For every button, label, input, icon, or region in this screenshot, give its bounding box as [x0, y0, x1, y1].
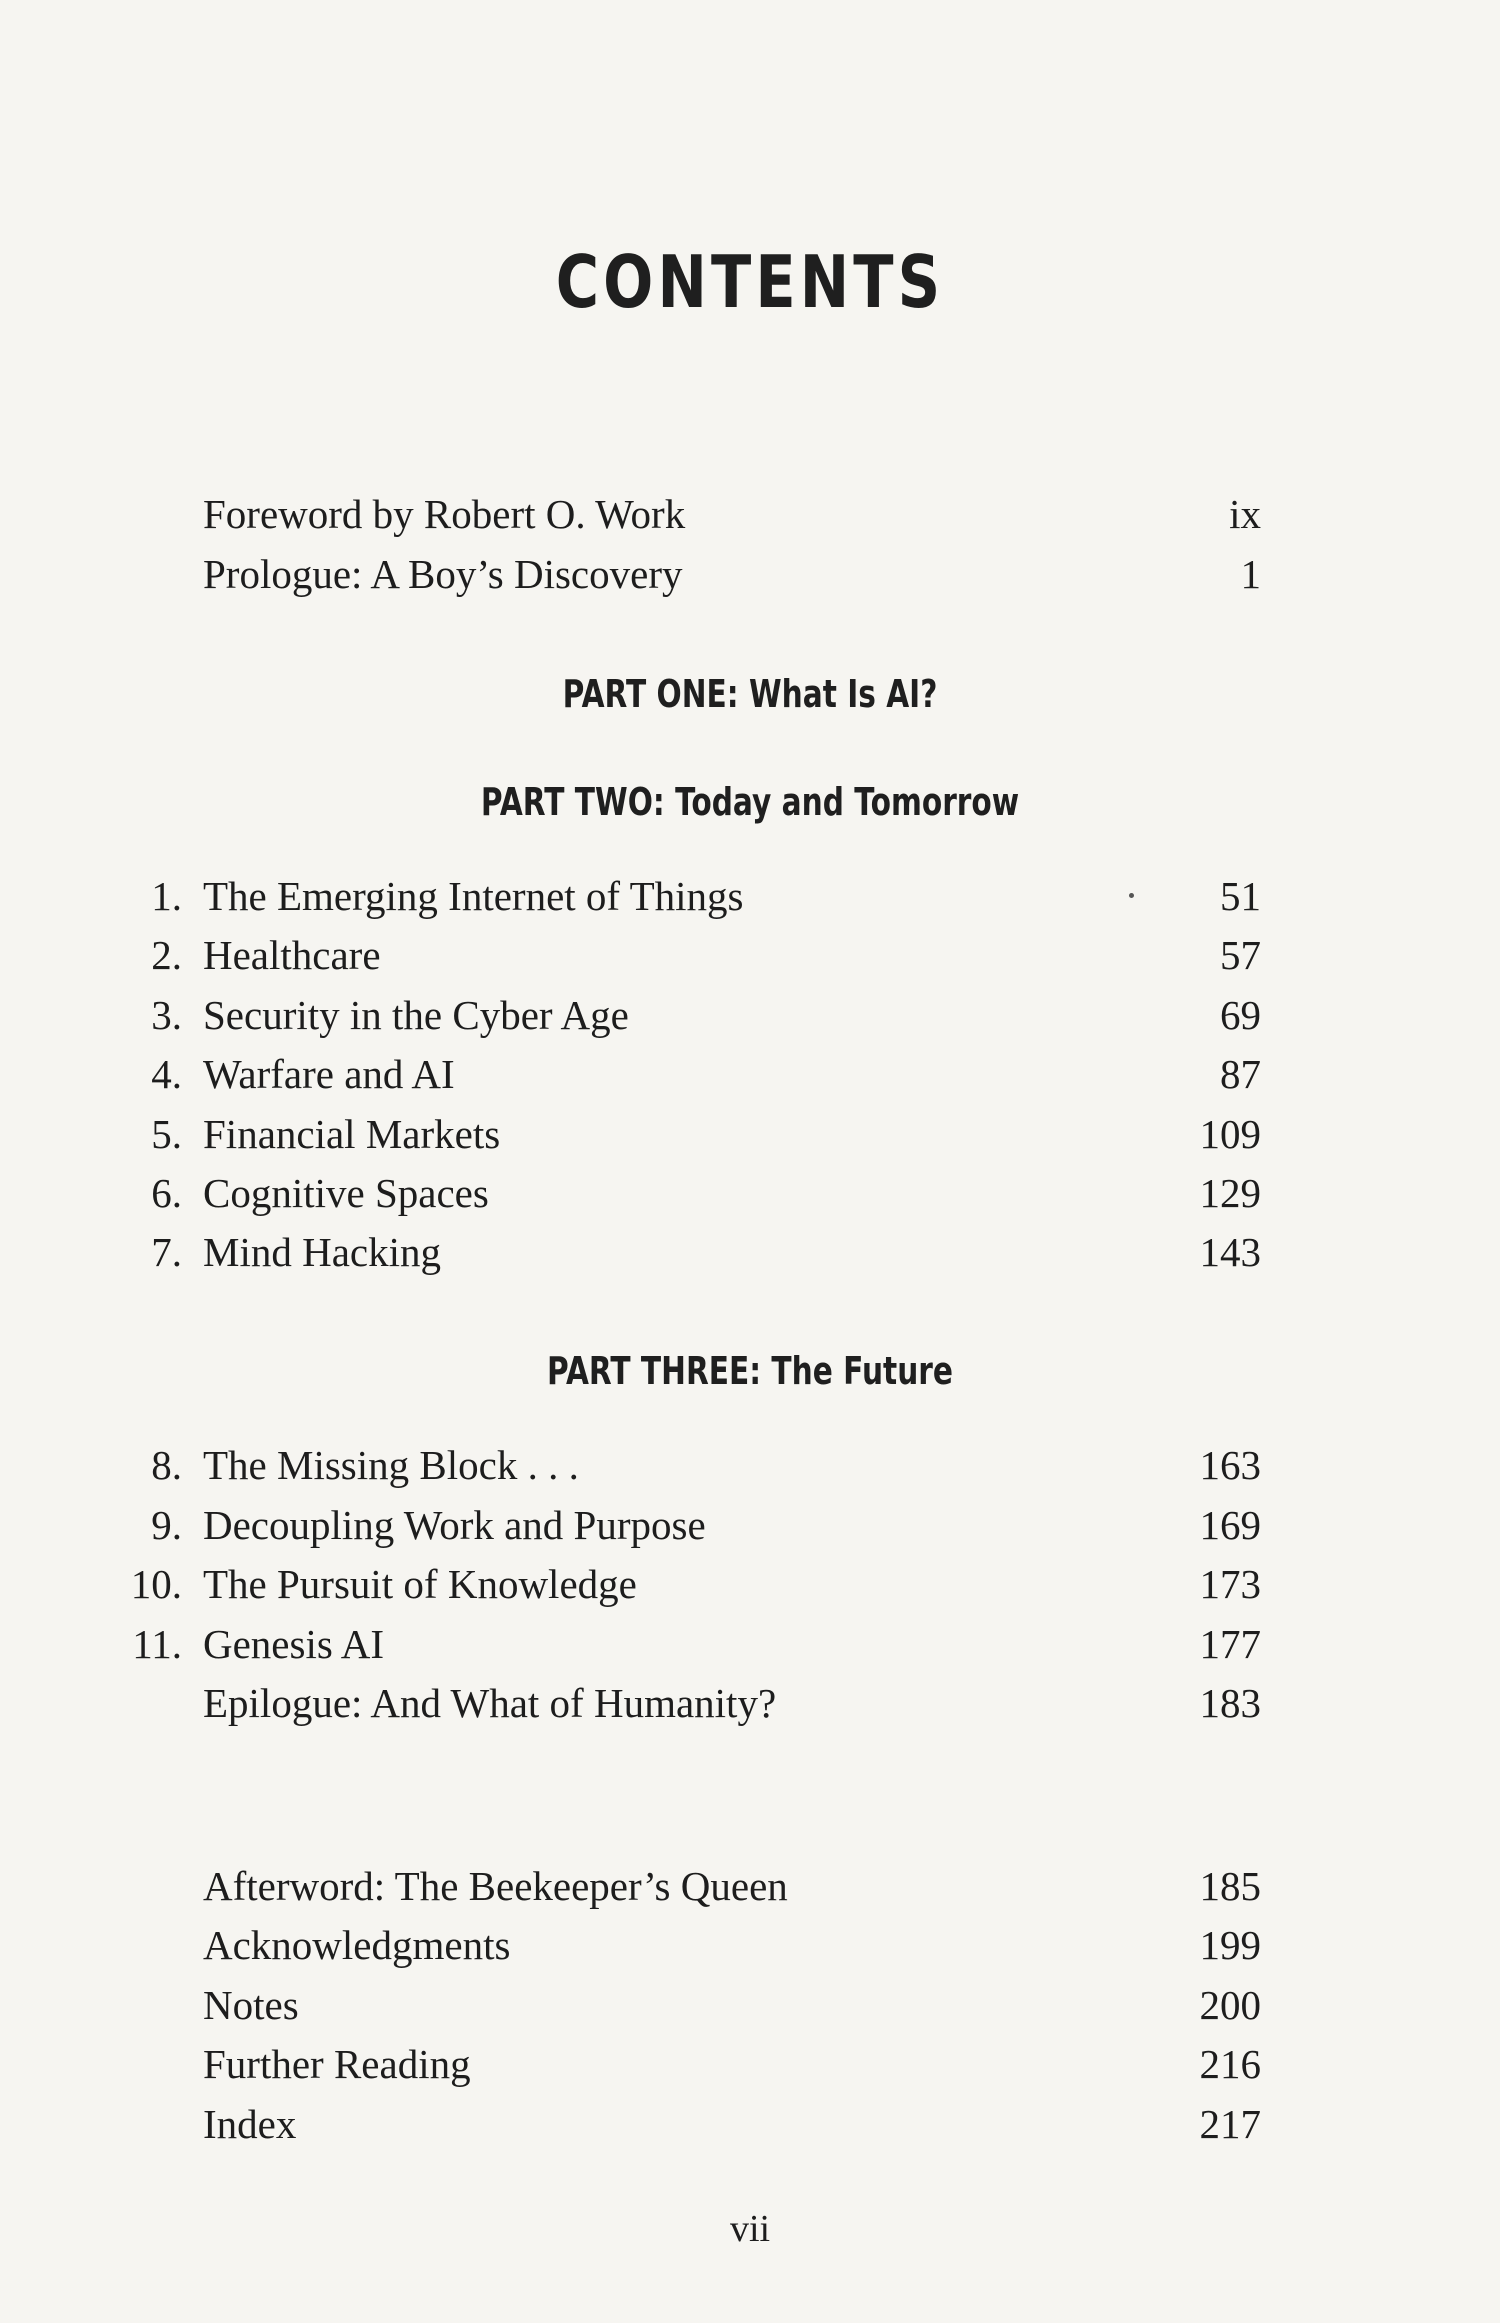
- toc-entry-page: 51: [1220, 873, 1261, 919]
- toc-entry-page: 87: [1220, 1051, 1261, 1097]
- toc-chapter-9: [0, 1497, 1500, 1553]
- toc-entry-page: ix: [1229, 491, 1261, 537]
- toc-chapter-4: [0, 1046, 1500, 1102]
- toc-entry-label: Index: [203, 2101, 297, 2147]
- toc-entry-page: 217: [1199, 2101, 1261, 2147]
- toc-entry-index: [0, 2096, 1500, 2152]
- toc-entry-page: 169: [1199, 1502, 1261, 1548]
- part-one-heading: PART ONE: What Is AI?: [562, 672, 938, 716]
- toc-entry-label: The Emerging Internet of Things: [203, 873, 744, 919]
- toc-entry-page: 57: [1220, 932, 1261, 978]
- toc-entry-page: 163: [1199, 1442, 1261, 1488]
- part-three-heading: PART THREE: The Future: [546, 1349, 954, 1393]
- toc-entry-label: Warfare and AI: [203, 1051, 455, 1097]
- toc-chapter-number: 3.: [151, 992, 182, 1038]
- toc-chapter-5: [0, 1106, 1500, 1162]
- toc-entry-page: 1: [1240, 551, 1261, 597]
- part-two-heading: PART TWO: Today and Tomorrow: [480, 780, 1020, 824]
- toc-entry-acknowledgments: [0, 1917, 1500, 1973]
- toc-entry-page: 200: [1199, 1982, 1261, 2028]
- toc-entry-label: Afterword: The Beekeeper’s Queen: [203, 1863, 788, 1909]
- toc-entry-label: Epilogue: And What of Humanity?: [203, 1680, 777, 1726]
- toc-entry-label: Healthcare: [203, 932, 381, 978]
- toc-chapter-2: [0, 927, 1500, 983]
- toc-entry-further-reading: [0, 2036, 1500, 2092]
- toc-entry-page: 109: [1199, 1111, 1261, 1157]
- toc-entry-label: Notes: [203, 1982, 299, 2028]
- toc-entry-label: Decoupling Work and Purpose: [203, 1502, 706, 1548]
- toc-entry-page: 177: [1199, 1621, 1261, 1667]
- toc-entry-prologue: [0, 546, 1500, 602]
- toc-entry-afterword: [0, 1858, 1500, 1914]
- toc-chapter-11: [0, 1616, 1500, 1672]
- toc-entry-page: 129: [1199, 1170, 1261, 1216]
- toc-chapter-number: 10.: [130, 1561, 182, 1607]
- toc-entry-notes: [0, 1977, 1500, 2033]
- toc-chapter-number: 9.: [151, 1502, 182, 1548]
- toc-entry-label: Mind Hacking: [203, 1229, 441, 1275]
- toc-entry-label: Cognitive Spaces: [203, 1170, 489, 1216]
- toc-entry-page: 143: [1199, 1229, 1261, 1275]
- page-title: CONTENTS: [555, 240, 945, 324]
- toc-chapter-8: [0, 1437, 1500, 1493]
- toc-chapter-number: 8.: [151, 1442, 182, 1488]
- toc-entry-label: Genesis AI: [203, 1621, 385, 1667]
- toc-chapter-7: [0, 1224, 1500, 1280]
- toc-chapter-6: [0, 1165, 1500, 1221]
- toc-entry-page: 183: [1199, 1680, 1261, 1726]
- toc-chapter-number: 11.: [132, 1621, 182, 1667]
- toc-chapter-number: 5.: [151, 1111, 182, 1157]
- toc-chapter-number: 4.: [151, 1051, 182, 1097]
- toc-entry-label: Financial Markets: [203, 1111, 501, 1157]
- toc-entry-epilogue: [0, 1675, 1500, 1731]
- print-speck: [1129, 893, 1134, 898]
- toc-entry-label: Acknowledgments: [203, 1922, 511, 1968]
- toc-entry-page: 69: [1220, 992, 1261, 1038]
- toc-entry-label: Security in the Cyber Age: [203, 992, 629, 1038]
- toc-chapter-number: 2.: [151, 932, 182, 978]
- toc-entry-page: 216: [1199, 2041, 1261, 2087]
- toc-chapter-1: [0, 868, 1500, 924]
- toc-entry-page: 199: [1199, 1922, 1261, 1968]
- toc-chapter-number: 6.: [151, 1170, 182, 1216]
- toc-entry-label: Prologue: A Boy’s Discovery: [203, 551, 683, 597]
- toc-entry-label: The Pursuit of Knowledge: [203, 1561, 637, 1607]
- toc-chapter-number: 7.: [151, 1229, 182, 1275]
- toc-entry-page: 185: [1199, 1863, 1261, 1909]
- toc-entry-label: Further Reading: [203, 2041, 471, 2087]
- toc-entry-foreword: [0, 486, 1500, 542]
- toc-chapter-3: [0, 987, 1500, 1043]
- toc-chapter-number: 1.: [151, 873, 182, 919]
- toc-entry-label: Foreword by Robert O. Work: [203, 491, 686, 537]
- toc-entry-page: 173: [1199, 1561, 1261, 1607]
- toc-chapter-10: [0, 1556, 1500, 1612]
- toc-entry-label: The Missing Block . . .: [203, 1442, 579, 1488]
- page-number: vii: [729, 2208, 771, 2250]
